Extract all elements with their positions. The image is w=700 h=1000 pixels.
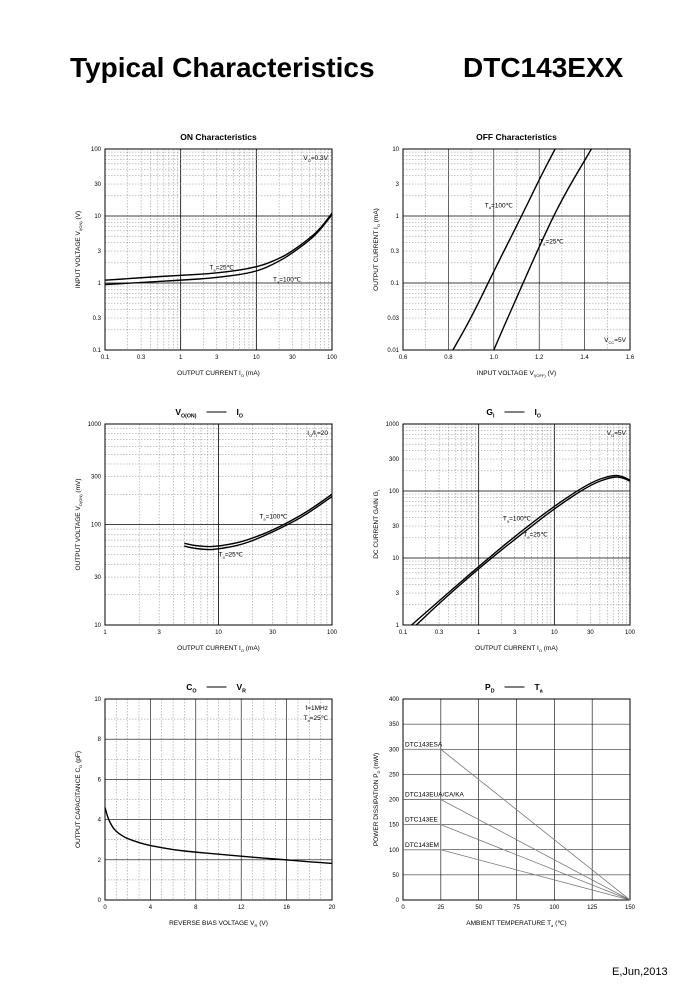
y-axis-label: OUTPUT CURRENT $I_O$ (mA) [373, 208, 381, 291]
y-tick-label: 30 [392, 524, 399, 531]
x-axis-label: OUTPUT CURRENT $I_O$ (mA) [177, 370, 260, 378]
y-tick-label: 8 [97, 737, 101, 744]
y-tick-label: 10 [94, 697, 101, 703]
x-tick-label: 100 [326, 355, 338, 361]
x-tick-label: 10 [550, 630, 558, 636]
chart-title-left: $V_{O(ON)}$ [175, 407, 197, 420]
condition-label: f=1MHz [305, 705, 328, 712]
y-tick-label: 0.1 [390, 281, 399, 287]
y-axis-label: OUTPUT CAPACITANCE $C_O$ (pF) [75, 750, 83, 849]
y-tick-label: 200 [388, 797, 399, 804]
y-tick-label: 0.1 [92, 348, 101, 354]
y-tick-label: 350 [388, 722, 399, 729]
y-tick-label: 6 [97, 777, 101, 784]
y-tick-label: 150 [388, 822, 399, 829]
y-tick-label: 1 [395, 623, 399, 629]
x-axis-label: REVERSE BIAS VOLTAGE $V_R$ (V) [169, 920, 268, 928]
chart-title-left: $C_O$ [186, 682, 197, 695]
y-tick-label: 100 [90, 522, 101, 529]
y-tick-label: 100 [388, 489, 399, 495]
y-axis-label: POWER DISSIPATION $P_D$ (mW) [373, 752, 381, 847]
x-tick-label: 1.6 [625, 355, 635, 361]
y-tick-label: 1000 [385, 422, 399, 428]
y-tick-label: 30 [94, 575, 101, 582]
x-tick-label: 1.0 [489, 355, 498, 361]
x-tick-label: 3 [215, 355, 219, 361]
x-tick-label: 0.6 [398, 355, 408, 361]
x-tick-label: 1 [103, 630, 107, 636]
y-tick-label: 10 [94, 214, 101, 220]
y-tick-label: 3 [395, 591, 399, 598]
y-axis-label-group [373, 208, 381, 291]
chart-4 [373, 407, 636, 653]
series-label: $T_a=100℃$ [272, 276, 302, 285]
series-label: $T_a=25℃$ [523, 531, 548, 540]
y-axis-label-group [75, 211, 83, 288]
chart-title-left: $P_D$ [485, 682, 495, 695]
y-axis-label-group [373, 753, 381, 846]
chart-title-right: $V_R$ [236, 682, 246, 695]
plot-frame [403, 424, 630, 625]
series-line [412, 475, 630, 625]
y-axis-label: DC CURRENT GAIN $G_I$ [373, 490, 381, 559]
x-tick-label: 125 [587, 905, 598, 911]
y-tick-label: 2 [97, 857, 101, 864]
x-tick-label: 8 [194, 905, 198, 911]
series-label: DTC143EM [405, 841, 439, 849]
y-tick-label: 100 [90, 147, 101, 153]
footer-date: E,Jun,2013 [612, 966, 668, 978]
series-label: $T_a=25℃$ [209, 264, 234, 273]
x-tick-label: 10 [215, 630, 222, 636]
y-tick-label: 0.03 [387, 316, 399, 323]
x-tick-label: 100 [326, 630, 338, 636]
condition-label: $V_O=5V$ [606, 430, 626, 438]
x-tick-label: 150 [624, 905, 636, 911]
series-label: $T_a=100℃$ [484, 202, 513, 211]
series-line [105, 215, 332, 285]
x-tick-label: 75 [513, 905, 520, 911]
y-tick-label: 50 [392, 872, 399, 879]
y-tick-label: 300 [90, 474, 101, 481]
x-tick-label: 16 [283, 905, 290, 911]
y-axis-label: INPUT VOLTAGE $V_{I(ON)}$ (V) [75, 210, 83, 289]
y-tick-label: 10 [94, 623, 101, 629]
y-tick-label: 250 [388, 772, 399, 779]
y-tick-label: 1000 [87, 422, 101, 428]
y-tick-label: 300 [388, 747, 399, 754]
y-tick-label: 0 [97, 898, 101, 904]
y-tick-label: 1 [395, 214, 399, 220]
chart-2 [373, 132, 635, 378]
chart-title-right: $I_O$ [236, 407, 243, 420]
y-axis-label: OUTPUT VOLTAGE $V_{O(ON)}$ (mV) [75, 478, 83, 571]
y-axis-label-group [373, 490, 381, 559]
y-tick-label: 0.3 [92, 316, 101, 323]
x-tick-label: 0.1 [398, 630, 408, 636]
y-tick-label: 100 [388, 847, 399, 854]
y-tick-label: 0.3 [390, 249, 399, 256]
x-tick-label: 1 [178, 355, 183, 361]
series-label: DTC143EUA/CA/KA [405, 791, 464, 799]
series-line [453, 149, 555, 350]
x-tick-label: 30 [587, 630, 594, 636]
chart-1 [75, 132, 338, 378]
x-tick-label: 100 [549, 905, 560, 911]
y-tick-label: 3 [97, 249, 101, 256]
y-tick-label: 10 [392, 556, 399, 562]
y-axis-label-group [75, 478, 83, 570]
chart-title: OFF Characteristics [476, 132, 557, 142]
x-tick-label: 12 [237, 905, 245, 911]
x-axis-label: OUTPUT CURRENT $I_O$ (mA) [177, 645, 260, 653]
y-tick-label: 0.01 [387, 348, 399, 354]
condition-label: $T_a=25℃$ [303, 715, 328, 723]
y-tick-label: 4 [97, 817, 101, 824]
x-tick-label: 0.8 [444, 355, 453, 361]
series-label: DTC143ESA [405, 741, 443, 749]
series-label: $T_a=25℃$ [218, 551, 244, 560]
condition-label: $V_{CC}=5V$ [604, 337, 626, 345]
series-label: $T_a=25℃$ [539, 238, 564, 247]
y-tick-label: 3 [395, 182, 399, 189]
series-line [494, 149, 592, 350]
condition-label: $I_O/I_I=20$ [307, 430, 328, 438]
x-tick-label: 1.2 [535, 355, 544, 361]
y-tick-label: 10 [392, 147, 399, 153]
part-number: DTC143EXX [463, 52, 624, 83]
chart-6 [373, 682, 636, 928]
chart-title-right: $I_O$ [534, 407, 541, 420]
x-axis-label: OUTPUT CURRENT $I_O$ (mA) [475, 645, 558, 653]
x-tick-label: 100 [624, 630, 636, 636]
x-tick-label: 3 [157, 630, 161, 636]
x-tick-label: 0.1 [100, 355, 110, 361]
condition-label: $V_O=0.3V$ [303, 155, 328, 163]
y-tick-label: 30 [94, 182, 101, 189]
x-tick-label: 20 [328, 905, 336, 911]
x-tick-label: 0.3 [136, 355, 146, 361]
series-label: $T_a=100℃$ [259, 513, 288, 522]
y-tick-label: 400 [388, 697, 399, 703]
series-label: DTC143EE [405, 816, 438, 824]
x-tick-label: 30 [269, 630, 276, 636]
chart-title-right: $T_a$ [534, 682, 543, 695]
y-tick-label: 1 [97, 281, 101, 287]
y-tick-label: 0 [395, 898, 399, 904]
x-tick-label: 10 [252, 355, 260, 361]
x-tick-label: 25 [437, 905, 445, 911]
x-tick-label: 0 [401, 905, 405, 911]
x-tick-label: 1 [476, 630, 481, 636]
x-tick-label: 0.3 [434, 630, 444, 636]
x-tick-label: 50 [475, 905, 483, 911]
x-tick-label: 0 [103, 905, 107, 911]
x-axis-label: AMBIENT TEMPERATURE $T_a$ (℃) [466, 920, 567, 928]
y-axis-label-group [75, 751, 83, 848]
x-tick-label: 3 [513, 630, 517, 636]
x-tick-label: 4 [148, 905, 153, 911]
chart-title-left: $G_I$ [486, 407, 495, 420]
x-axis-label: INPUT VOLTAGE $V_{I(OFF)}$ (V) [476, 370, 557, 378]
chart-5 [75, 682, 336, 928]
chart-title: ON Characteristics [180, 132, 257, 142]
series-line [184, 497, 332, 550]
y-tick-label: 300 [388, 457, 399, 464]
page-title: Typical Characteristics [70, 52, 375, 83]
series-label: $T_a=100℃$ [502, 515, 532, 524]
x-tick-label: 1.4 [580, 355, 589, 361]
chart-3 [75, 407, 338, 653]
x-tick-label: 30 [289, 355, 296, 361]
